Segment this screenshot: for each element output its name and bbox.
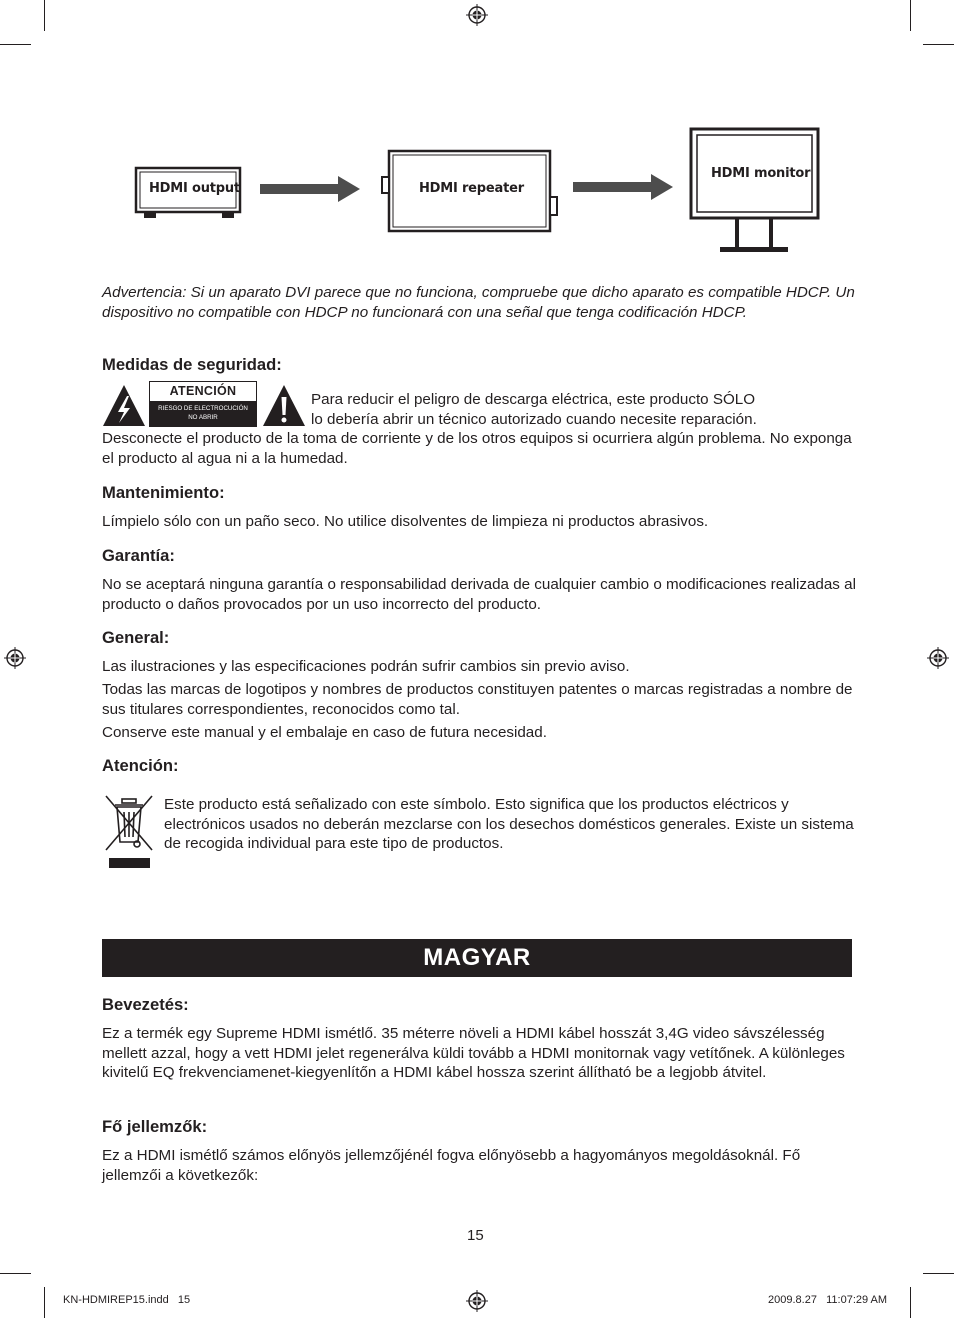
- crop-mark: [44, 0, 45, 31]
- arrow-right-icon: [573, 174, 673, 200]
- maintenance-text: Límpielo sólo con un paño seco. No utilice disolventes de limpieza ni productos abrasivos.: [102, 513, 709, 530]
- registration-mark-icon: [4, 647, 26, 669]
- electric-shock-warning-icon: [102, 383, 146, 427]
- general-text-3: Conserve este manual y el embalaje en caso de futura necesidad.: [102, 724, 547, 741]
- hdmi-monitor-device: [691, 129, 818, 252]
- general-heading: General:: [102, 628, 170, 647]
- safety-line-2: lo debería abrir un técnico autorizado cuando necesite reparación.: [311, 411, 757, 428]
- page-number: 15: [467, 1227, 484, 1244]
- attention-text: Este producto está señalizado con este símbolo. Esto significa que los productos eléctricos y electrónicos usados no deberán mezclarse con los desechos domésticos generales. Existe un sistema de recogida individual para este tipo de productos.: [164, 796, 854, 853]
- crop-mark: [923, 1273, 954, 1274]
- safety-heading: Medidas de seguridad:: [102, 355, 282, 374]
- footer-timestamp: 2009.8.27 11:07:29 AM: [768, 1294, 888, 1306]
- language-banner: MAGYAR: [102, 939, 852, 977]
- general-text-1: Las ilustraciones y las especificaciones podrán sufrir cambios sin previo aviso.: [102, 658, 630, 675]
- warranty-heading: Garantía:: [102, 546, 175, 565]
- exclamation-warning-icon: [262, 383, 306, 427]
- features-heading: Fő jellemzők:: [102, 1117, 208, 1136]
- hdcp-warning-note: Advertencia: Si un aparato DVI parece que no funciona, compruebe que dicho aparato es compatible HDCP. Un dispositivo no compatible con HDCP no funcionará con una señal que tenga codificación HDCP.: [102, 284, 855, 321]
- footer-file: KN-HDMIREP15.indd 15: [63, 1294, 191, 1306]
- general-text-2: Todas las marcas de logotipos y nombres de productos constituyen patentes o marcas registradas a nombre de sus titulares correspondientes, reconocidos como tal.: [102, 681, 853, 718]
- safety-line-1: Para reducir el peligro de descarga eléctrica, este producto SÓLO: [311, 391, 756, 408]
- attention-label-title: ATENCIÓN: [150, 382, 256, 401]
- hdmi-repeater-label: HDMI repeater: [419, 181, 524, 196]
- crop-mark: [923, 44, 954, 45]
- attention-label-line: NO ABRIR: [188, 414, 218, 421]
- weee-bin-icon: [103, 794, 155, 870]
- attention-heading: Atención:: [102, 756, 179, 775]
- hdmi-monitor-label: HDMI monitor: [711, 166, 811, 181]
- crop-mark: [910, 1287, 911, 1318]
- crop-mark: [44, 1287, 45, 1318]
- safety-text: Desconecte el producto de la toma de corriente y de los otros equipos si ocurriera algún problema. No exponga el producto al agua ni a la humedad.: [102, 430, 852, 467]
- attention-label-box: [149, 381, 257, 427]
- features-text: Ez a HDMI ismétlő számos előnyös jellemzőjénél fogva előnyösebb a hagyományos megoldásoknál. Fő jellemzői a következők:: [102, 1147, 801, 1184]
- intro-heading: Bevezetés:: [102, 995, 189, 1014]
- arrow-right-icon: [260, 176, 360, 202]
- crop-mark: [0, 1273, 31, 1274]
- crop-mark: [910, 0, 911, 31]
- registration-mark-icon: [466, 4, 488, 26]
- attention-label-line: RIESGO DE ELECTROCUCIÓN: [158, 405, 248, 412]
- crop-mark: [0, 44, 31, 45]
- registration-mark-icon: [466, 1290, 488, 1312]
- intro-text: Ez a termék egy Supreme HDMI ismétlő. 35 méterre növeli a HDMI kábel hosszát 3,4G video sávszélesség mellett azzal, hogy a vett HDMI jelet regenerálva küldi tovább a HDMI monitornak vagy vetítőnek. A különleges kivitelű EQ frekvenciamenet-kiegyenlítőn a HDMI kábel hossza szerint állítható be a legjobb átvitel.: [102, 1025, 845, 1082]
- attention-label-text: [150, 401, 256, 422]
- maintenance-heading: Mantenimiento:: [102, 483, 225, 502]
- hdmi-output-label: HDMI output: [149, 181, 240, 196]
- warranty-text: No se aceptará ninguna garantía o responsabilidad derivada de cualquier cambio o modificaciones realizadas al producto o daños provocados por un uso incorrecto del producto.: [102, 576, 856, 613]
- registration-mark-icon: [927, 647, 949, 669]
